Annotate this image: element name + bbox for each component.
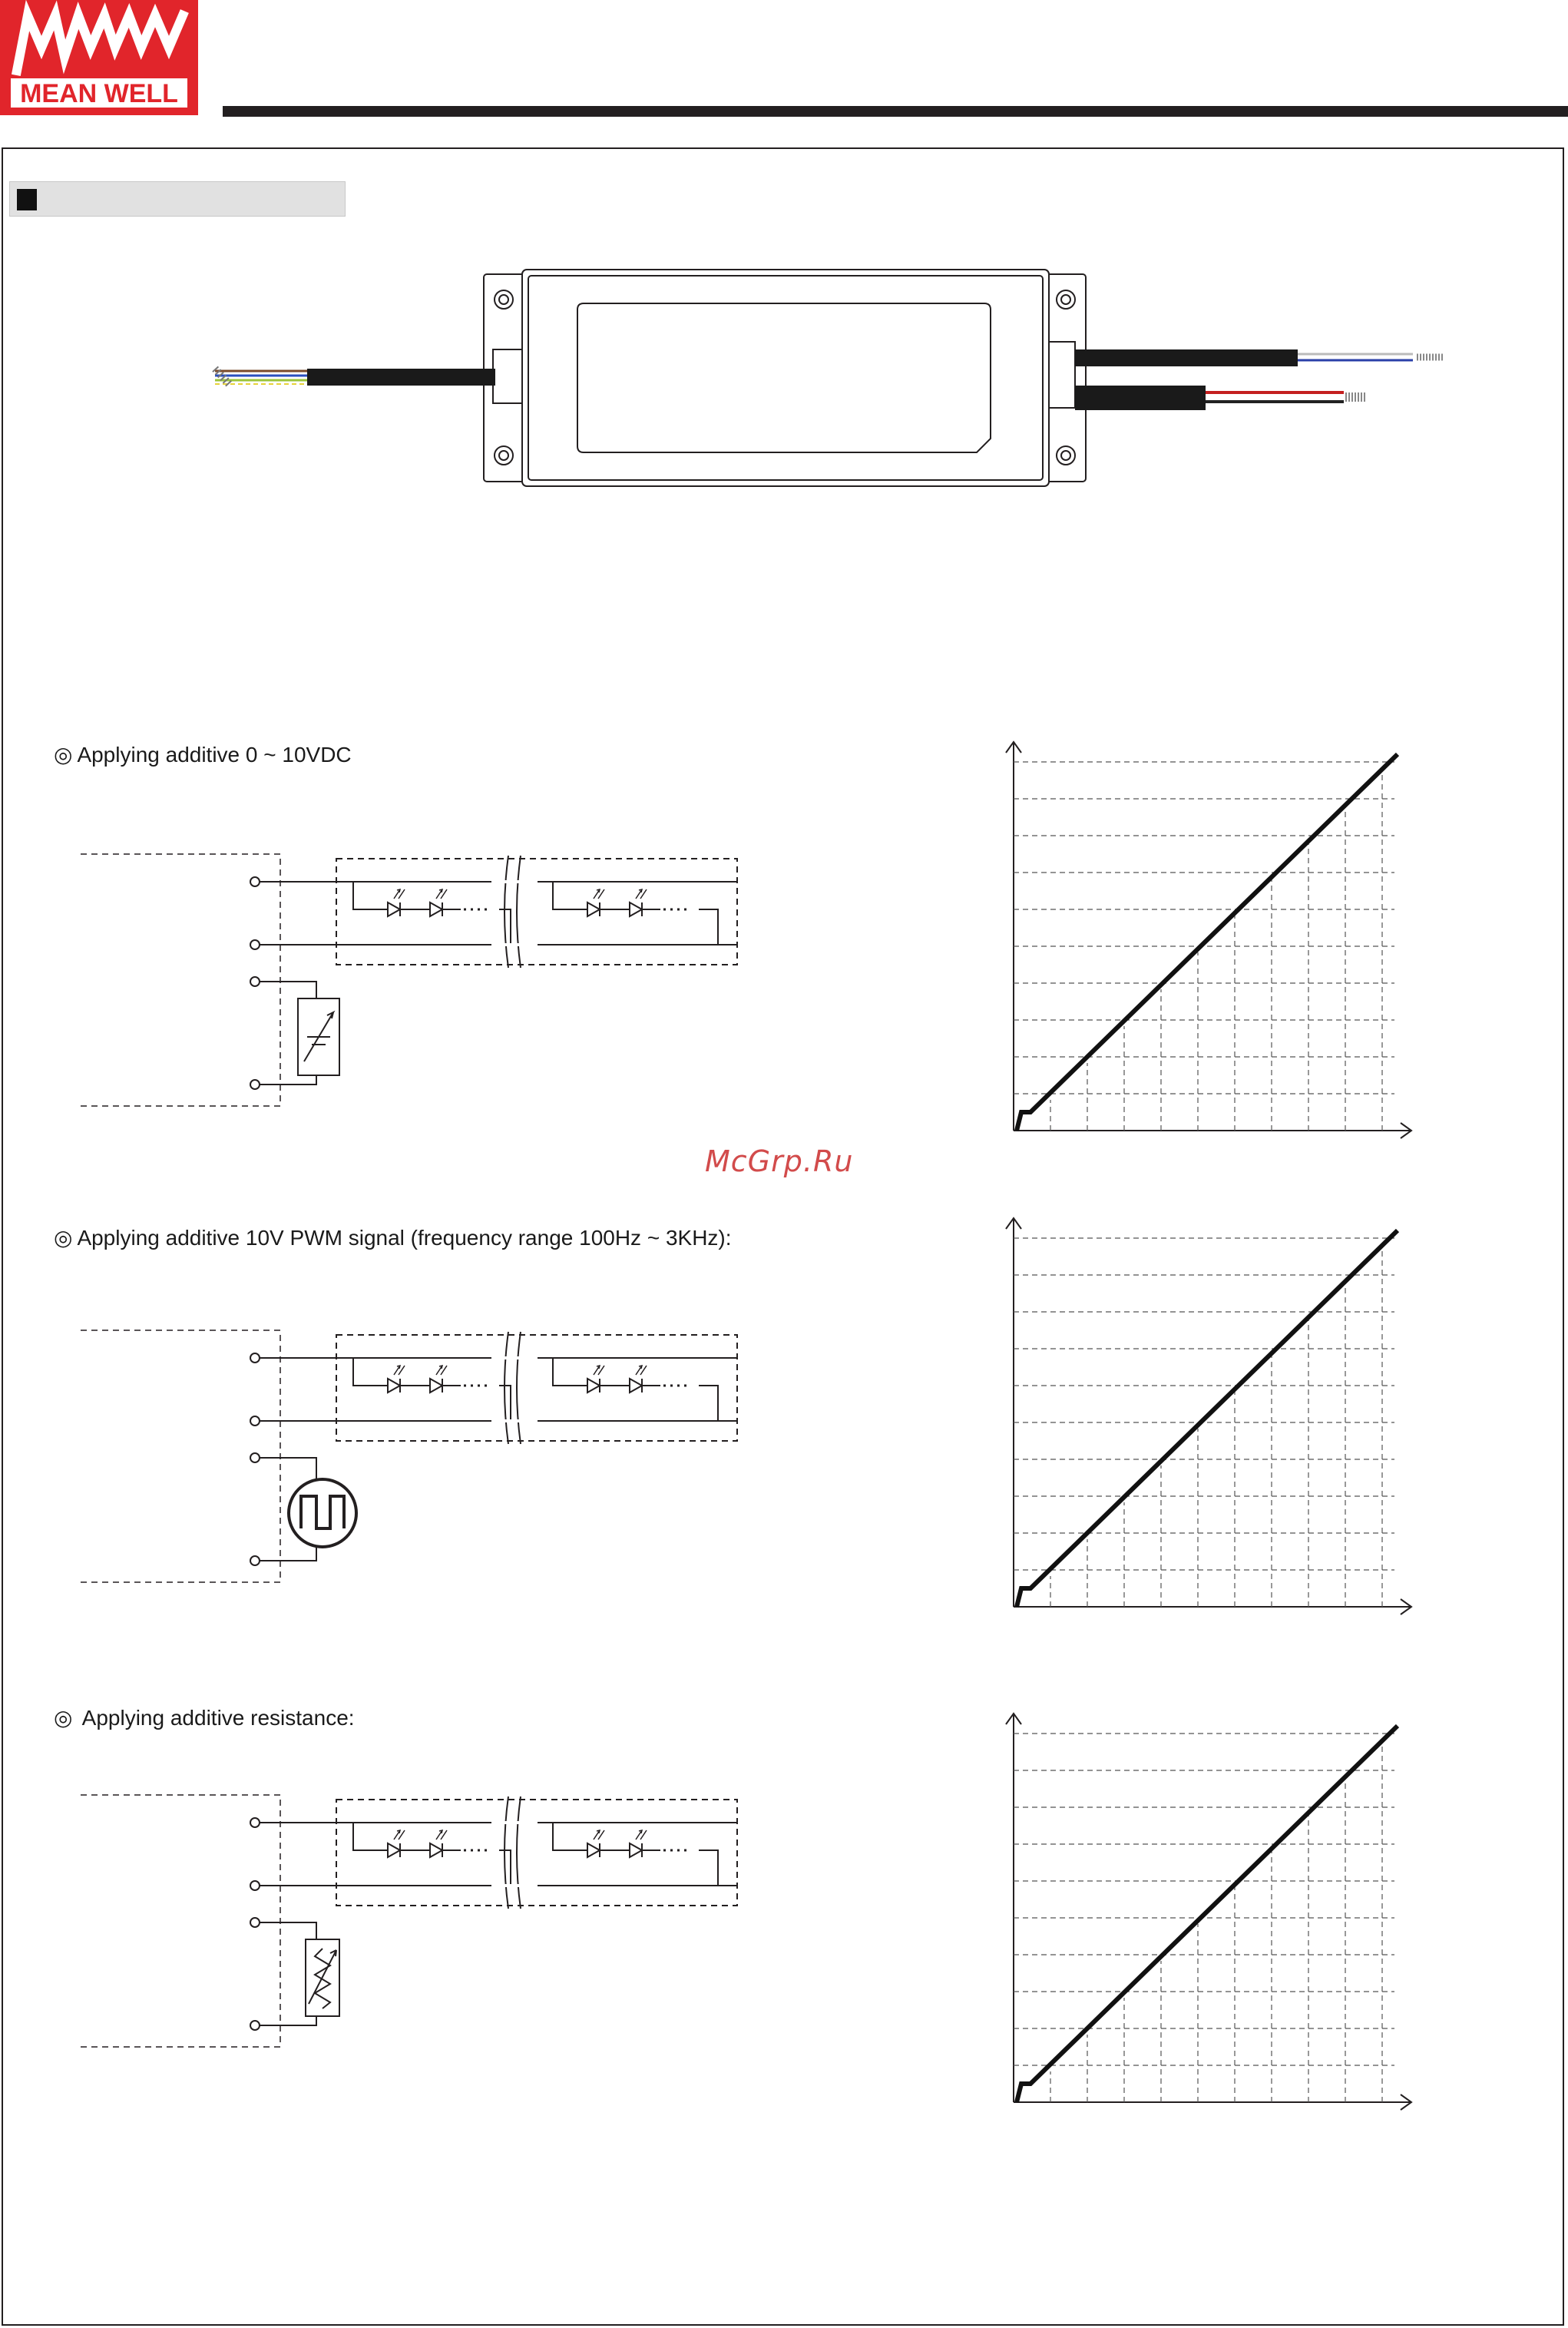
- x-axis: [1014, 1123, 1411, 1138]
- double-circle-icon: ◎: [54, 1705, 73, 1730]
- terminal: [250, 977, 260, 986]
- break-symbol: [504, 856, 521, 968]
- led-icon: [430, 889, 447, 916]
- section-bullet-icon: [17, 189, 37, 210]
- y-axis: [1006, 1218, 1021, 1607]
- string-wire: [353, 1823, 388, 1850]
- heading-text: Applying additive resistance:: [77, 1706, 355, 1730]
- variable-resistor-icon: [306, 1939, 339, 2016]
- terminal: [250, 1818, 260, 1827]
- string-wire: [699, 1850, 718, 1886]
- y-axis: [1006, 1714, 1021, 2102]
- pwm-dimming-graph: [991, 1214, 1421, 1628]
- heading-text: Applying additive 10V PWM signal (frequency range 100Hz ~ 3KHz):: [77, 1226, 732, 1250]
- mean-well-logo: [0, 0, 198, 115]
- led-icon: [587, 889, 604, 916]
- led-icon: [630, 1830, 647, 1857]
- header-rule: [223, 106, 1568, 117]
- section-title-bar: [9, 181, 346, 217]
- terminal: [250, 1353, 260, 1363]
- terminal: [250, 1556, 260, 1565]
- led-icon: [430, 1366, 447, 1392]
- y-axis: [1006, 742, 1021, 1131]
- string-wire: [353, 882, 388, 909]
- string-wire: [553, 882, 587, 909]
- dc-dimming-graph: [991, 737, 1421, 1152]
- string-wire: [353, 1358, 388, 1386]
- terminal: [250, 1080, 260, 1089]
- terminal: [250, 1918, 260, 1927]
- dimming-curve: [1017, 1230, 1398, 1607]
- double-circle-icon: ◎: [54, 742, 73, 767]
- dc-dimming-circuit: [77, 845, 791, 1121]
- x-axis: [1014, 2095, 1411, 2110]
- led-icon: [388, 889, 405, 916]
- variable-dc-source-icon: [298, 998, 339, 1075]
- string-wire: [553, 1823, 587, 1850]
- dimming-curve: [1017, 1726, 1398, 2102]
- led-icon: [587, 1830, 604, 1857]
- product-drawing: [200, 265, 1474, 495]
- terminal: [250, 877, 260, 886]
- terminal: [250, 1416, 260, 1426]
- break-symbol: [504, 1797, 521, 1909]
- resistance-dimming-circuit: [77, 1786, 791, 2062]
- section-heading-dc: [54, 742, 352, 767]
- string-wire: [553, 1358, 587, 1386]
- dimming-curve: [1017, 754, 1398, 1131]
- terminal: [250, 940, 260, 949]
- led-icon: [630, 889, 647, 916]
- x-axis: [1014, 1599, 1411, 1614]
- section-heading-pwm: [54, 1225, 732, 1250]
- led-icon: [430, 1830, 447, 1857]
- terminal: [250, 1881, 260, 1890]
- terminal: [250, 1453, 260, 1462]
- section-heading-resistance: [54, 1705, 355, 1730]
- double-circle-icon: ◎: [54, 1225, 73, 1250]
- resistance-dimming-graph: [991, 1709, 1421, 2124]
- string-wire: [699, 909, 718, 945]
- pwm-dimming-circuit: [77, 1321, 791, 1598]
- watermark: McGrp.Ru: [705, 1144, 854, 1178]
- pwm-source-icon: [289, 1479, 356, 1547]
- led-icon: [388, 1830, 405, 1857]
- led-icon: [630, 1366, 647, 1392]
- terminal: [250, 2021, 260, 2030]
- led-icon: [587, 1366, 604, 1392]
- break-symbol: [504, 1332, 521, 1444]
- led-icon: [388, 1366, 405, 1392]
- logo-wordmark: MEAN WELL: [20, 79, 178, 108]
- heading-text: Applying additive 0 ~ 10VDC: [77, 743, 352, 767]
- string-wire: [699, 1386, 718, 1421]
